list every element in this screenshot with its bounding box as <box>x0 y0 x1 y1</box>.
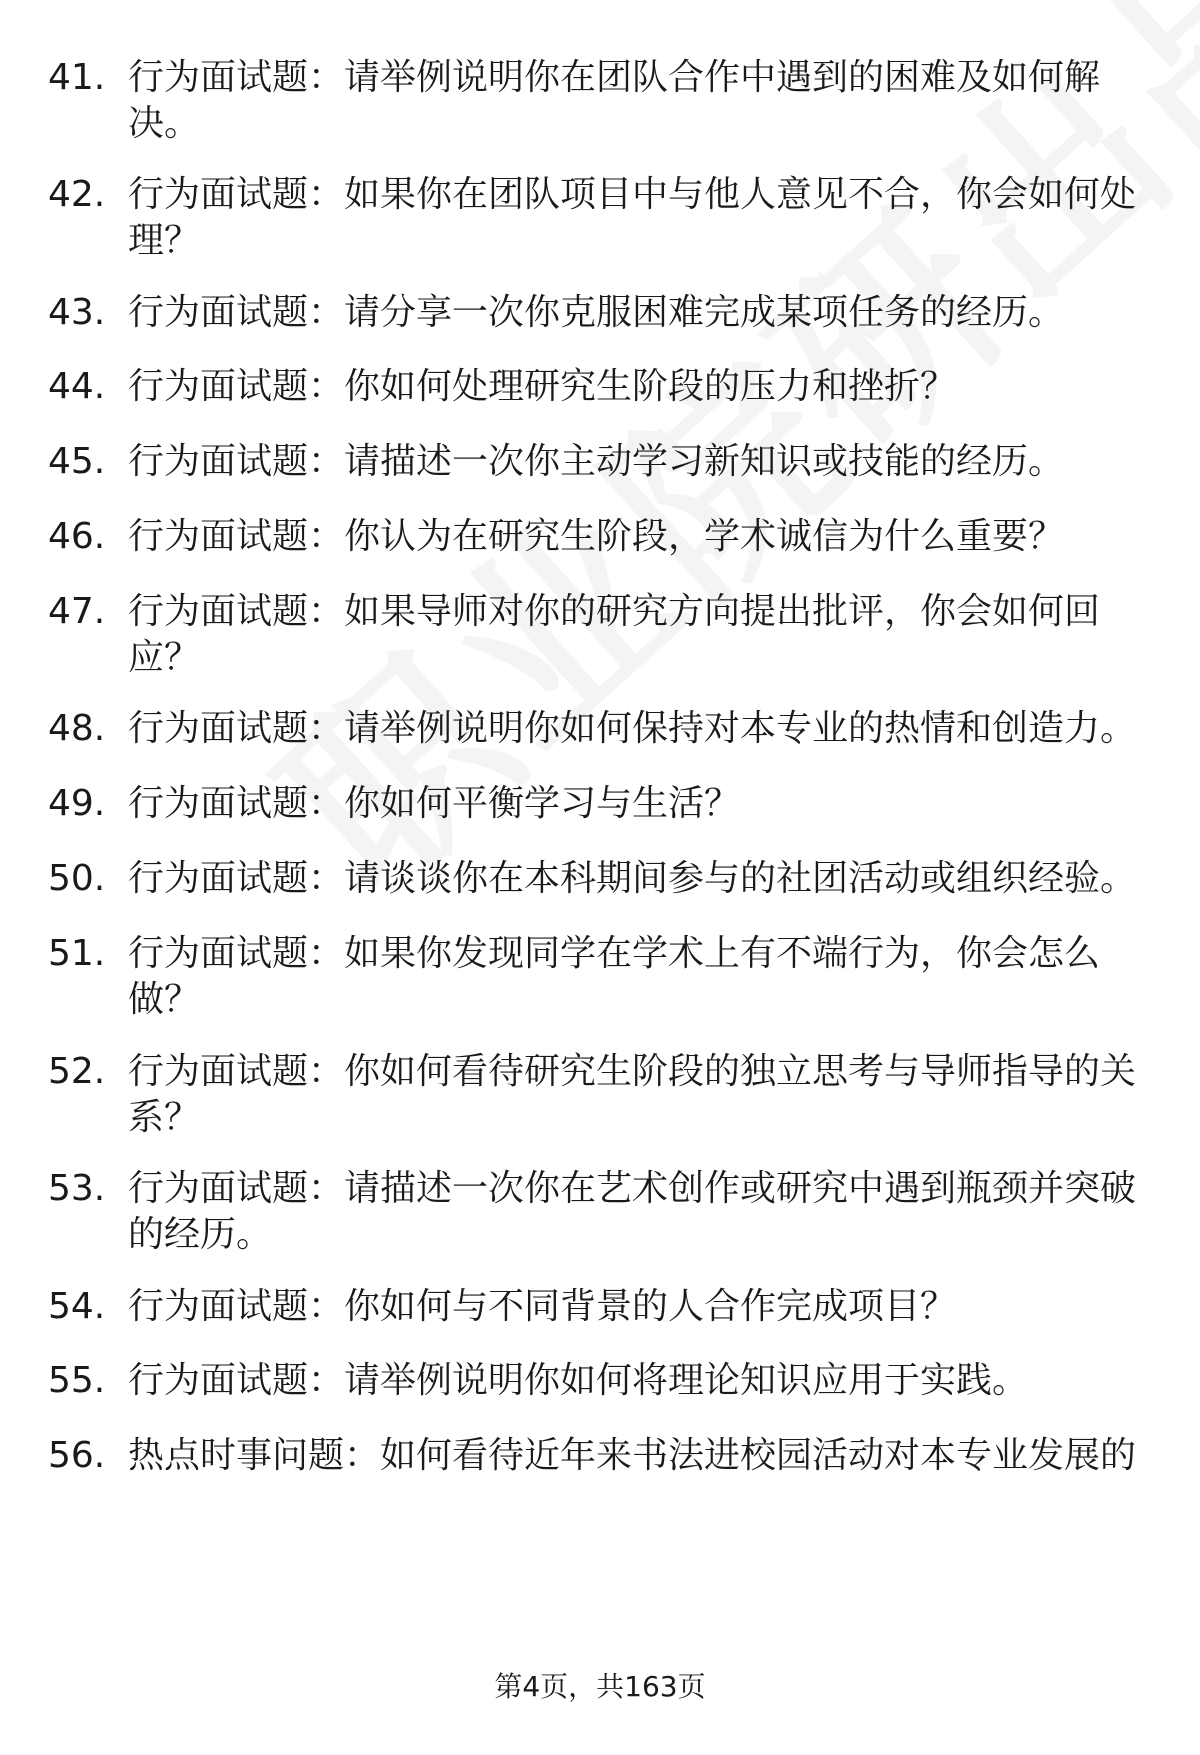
question-number: 50. <box>48 858 106 899</box>
question-text: 行为面试题：请举例说明你如何保持对本专业的热情和创造力。 <box>128 708 1137 749</box>
question-number: 42. <box>48 174 106 215</box>
question-text: 行为面试题：你认为在研究生阶段，学术诚信为什么重要？ <box>128 516 1065 557</box>
question-text: 行为面试题：如果导师对你的研究方向提出批评，你会如何回 应？ <box>128 591 1101 678</box>
question-number: 52. <box>48 1051 106 1092</box>
question-number: 54. <box>48 1286 106 1327</box>
question-number: 49. <box>48 783 106 824</box>
question-text: 行为面试题：如果你发现同学在学术上有不端行为，你会怎么 做？ <box>128 933 1101 1020</box>
question-text: 行为面试题：请描述一次你主动学习新知识或技能的经历。 <box>128 441 1065 482</box>
question-text: 行为面试题：请描述一次你在艺术创作或研究中遇到瓶颈并突破 的经历。 <box>128 1168 1137 1255</box>
page-footer: 第4页，共163页 <box>494 1670 706 1703</box>
question-number: 53. <box>48 1168 106 1209</box>
question-number: 51. <box>48 933 106 974</box>
question-number: 47. <box>48 591 106 632</box>
question-number: 55. <box>48 1360 106 1401</box>
question-text: 行为面试题：你如何与不同背景的人合作完成项目？ <box>128 1286 957 1327</box>
question-text: 行为面试题：请举例说明你如何将理论知识应用于实践。 <box>128 1360 1029 1401</box>
question-number: 41. <box>48 57 106 98</box>
question-number: 56. <box>48 1435 106 1476</box>
question-text: 行为面试题：如果你在团队项目中与他人意见不合，你会如何处 理？ <box>128 174 1137 261</box>
question-number: 48. <box>48 708 106 749</box>
question-text: 行为面试题：请分享一次你克服困难完成某项任务的经历。 <box>128 292 1065 333</box>
question-text: 行为面试题：你如何看待研究生阶段的独立思考与导师指导的关 系？ <box>128 1051 1137 1138</box>
question-text: 行为面试题：请举例说明你在团队合作中遇到的困难及如何解 决。 <box>128 57 1101 144</box>
question-number: 45. <box>48 441 106 482</box>
question-number: 43. <box>48 292 106 333</box>
question-number: 46. <box>48 516 106 557</box>
question-text: 行为面试题：请谈谈你在本科期间参与的社团活动或组织经验。 <box>128 858 1137 899</box>
question-text: 行为面试题：你如何处理研究生阶段的压力和挫折？ <box>128 366 957 407</box>
question-text: 行为面试题：你如何平衡学习与生活？ <box>128 783 741 824</box>
question-text: 热点时事问题：如何看待近年来书法进校园活动对本专业发展的 <box>128 1435 1137 1476</box>
question-number: 44. <box>48 366 106 407</box>
